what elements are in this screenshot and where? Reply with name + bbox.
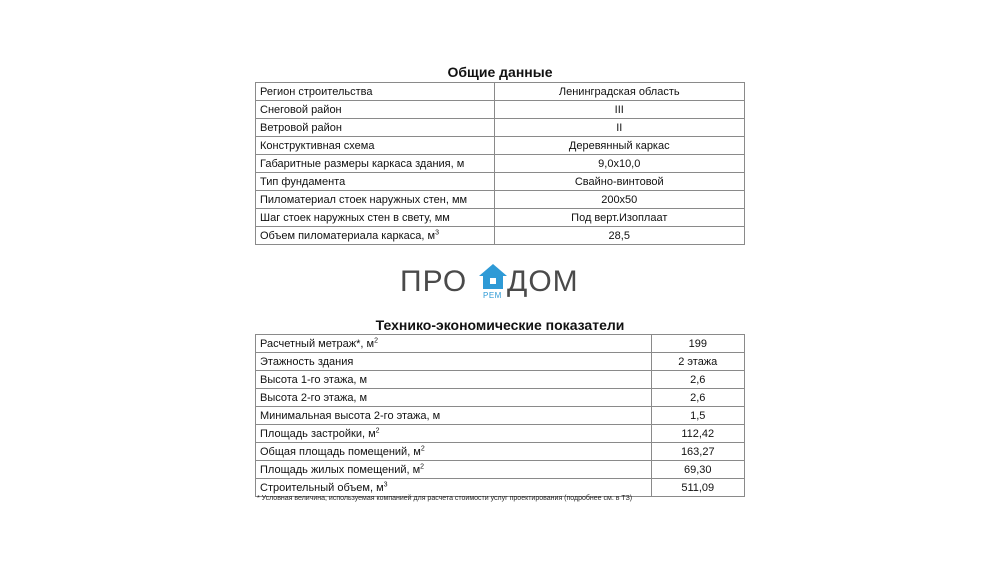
- row-value: Под верт.Изоплаат: [494, 209, 744, 227]
- row-label-cell: [256, 119, 495, 137]
- row-label: Строительный объем, м: [260, 481, 384, 494]
- row-label: Снеговой район: [260, 103, 342, 116]
- house-icon: [478, 263, 508, 293]
- row-label: Конструктивная схема: [260, 139, 375, 152]
- row-value: Свайно-винтовой: [494, 173, 744, 191]
- row-label-cell: [256, 227, 495, 245]
- row-label-cell: [256, 173, 495, 191]
- row-label: Габаритные размеры каркаса здания, м: [260, 157, 465, 170]
- row-value: 112,42: [651, 425, 744, 443]
- row-value: 9,0х10,0: [494, 155, 744, 173]
- row-value: 163,27: [651, 443, 744, 461]
- row-label: Высота 1-го этажа, м: [260, 373, 368, 386]
- logo-left-text: ПРО: [400, 265, 468, 298]
- unit-exponent: 3: [435, 228, 439, 236]
- row-label: Общая площадь помещений, м: [260, 445, 421, 458]
- row-label: Высота 2-го этажа, м: [260, 391, 368, 404]
- row-label-cell: [256, 83, 495, 101]
- unit-exponent: 2: [374, 336, 378, 344]
- row-label-cell: [256, 191, 495, 209]
- row-value: 2 этажа: [651, 353, 744, 371]
- unit-exponent: 2: [375, 426, 380, 434]
- logo-right-text: ДОМ: [507, 265, 579, 298]
- tech-indicators-table: [255, 334, 745, 497]
- tech-indicators-title: Технико-экономические показатели: [375, 317, 625, 333]
- row-label-cell: [256, 389, 652, 407]
- row-value: 2,6: [651, 389, 744, 407]
- row-label: Тип фундамента: [260, 175, 346, 188]
- unit-exponent: 3: [383, 480, 388, 488]
- row-value: 200х50: [494, 191, 744, 209]
- row-label-cell: [256, 209, 495, 227]
- row-label-cell: [256, 461, 652, 479]
- table-row: [256, 209, 745, 227]
- row-value: Деревянный каркас: [494, 137, 744, 155]
- row-label: Площадь жилых помещений, м: [260, 463, 421, 476]
- table-row: [256, 83, 745, 101]
- table-row: [256, 371, 745, 389]
- table-row: [256, 461, 745, 479]
- table-row: [256, 191, 745, 209]
- row-label-cell: [256, 371, 652, 389]
- row-label-cell: [256, 155, 495, 173]
- row-label: Этажность здания: [260, 355, 354, 368]
- row-label: Регион строительства: [260, 85, 373, 98]
- row-value: Ленинградская область: [494, 83, 744, 101]
- row-label: Ветровой район: [260, 121, 342, 134]
- row-label-cell: [256, 425, 652, 443]
- table-row: [256, 155, 745, 173]
- row-value: 199: [651, 335, 744, 353]
- unit-exponent: 2: [420, 444, 425, 452]
- table-row: [256, 443, 745, 461]
- row-value: III: [494, 101, 744, 119]
- general-data-table: [255, 82, 745, 245]
- row-label: Минимальная высота 2-го этажа, м: [260, 409, 441, 422]
- row-value: 69,30: [651, 461, 744, 479]
- general-data-title: Общие данные: [447, 64, 553, 80]
- table-row: [256, 407, 745, 425]
- prodom-logo: [400, 263, 600, 303]
- table-row: [256, 389, 745, 407]
- table-row: [256, 101, 745, 119]
- table-row: [256, 335, 745, 353]
- row-label-cell: [256, 443, 652, 461]
- logo-subtext: РЕМ: [483, 291, 502, 300]
- row-label-cell: [256, 101, 495, 119]
- table-row: [256, 227, 745, 245]
- row-label: Расчетный метраж*, м: [260, 337, 375, 350]
- row-label-cell: [256, 137, 495, 155]
- row-value: 511,09: [651, 479, 744, 497]
- row-label-cell: [256, 479, 652, 497]
- table-row: [256, 173, 745, 191]
- row-label: Пиломатериал стоек наружных стен, мм: [260, 193, 468, 206]
- unit-exponent: 2: [420, 462, 425, 470]
- row-label-cell: [256, 335, 652, 353]
- table-row: [256, 137, 745, 155]
- row-label-cell: [256, 407, 652, 425]
- row-value: 1,5: [651, 407, 744, 425]
- footnote: * Условная величина, используемая компанией для расчета стоимости услуг проектирования (подробнее см. в ТЗ): [257, 495, 633, 502]
- row-label: Шаг стоек наружных стен в свету, мм: [260, 211, 450, 224]
- table-row: [256, 425, 745, 443]
- table-row: [256, 119, 745, 137]
- row-label: Объем пиломатериала каркаса, м: [260, 229, 436, 242]
- row-label: Площадь застройки, м: [260, 427, 376, 440]
- table-row: [256, 479, 745, 497]
- row-value: II: [494, 119, 744, 137]
- table-row: [256, 353, 745, 371]
- row-value: 2,6: [651, 371, 744, 389]
- row-label-cell: [256, 353, 652, 371]
- row-value: 28,5: [494, 227, 744, 245]
